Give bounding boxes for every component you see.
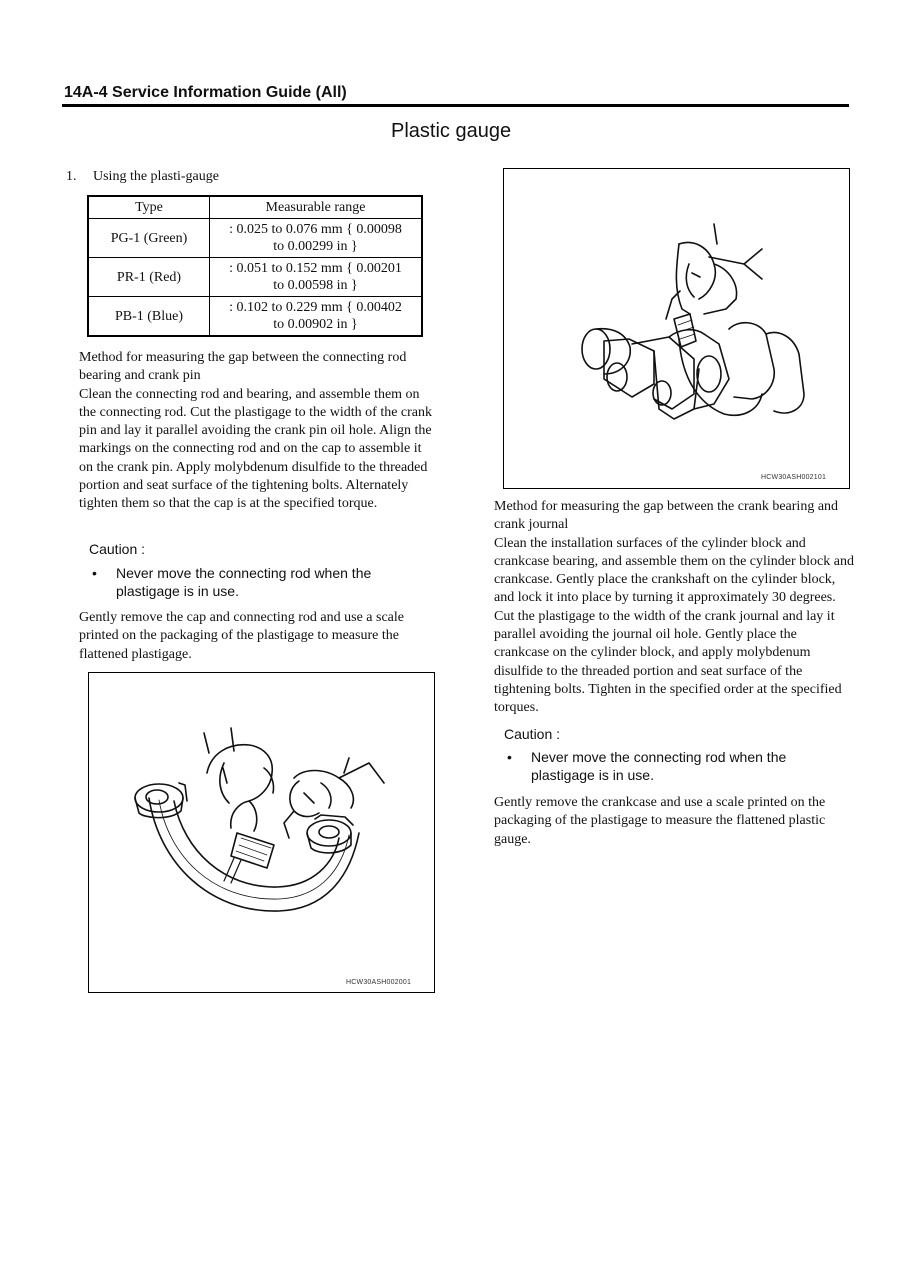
table-header-row [88,196,422,219]
connecting-rod-illustration [89,673,434,992]
header-rule [62,104,849,107]
table-row [88,297,422,337]
crank-after-paragraph: Gently remove the crankcase and use a scale printed on the packaging of the plastigage to measure the flattened plastic gauge. [494,795,826,847]
figure-crankshaft [503,168,850,489]
column-header-range: Measurable range [210,196,423,219]
range-line: to 0.00598 in } [273,278,358,293]
caution-item-right [507,748,831,784]
caution-text: Never move the connecting rod when the plastigage is in use. [116,565,372,599]
step-number: 1. [66,169,77,184]
table-cell-range [210,258,423,297]
plastigauge-table [87,195,423,337]
bullet: • [507,749,512,765]
caution-text: Never move the connecting rod when the plastigage is in use. [531,749,787,783]
crankshaft-illustration [504,169,849,488]
range-line: : 0.051 to 0.152 mm { 0.00201 [229,261,402,276]
caution-label-left: Caution : [89,541,146,557]
crank-method-paragraph: Method for measuring the gap between the crank bearing and crank journal Clean the installation surfaces of the cylinder block and crankcase bearing, and assemble them on the cylinder block and crankcase. Gently place the crankshaft on the cylinder block, and lock it into place by turning it approximately 30 degrees. Cut the plastigage to the width of the crank journal and lay it parallel avoiding the journal oil hole. Gently place the crankcase on the cylinder block, and apply molybdenum disulfide to the threaded portion and seat surface of the tightening bolts. Tighten in the specified order at the specified torques. [494,499,854,716]
header-title: 14A-4 Service Information Guide (All) [64,84,347,101]
column-header-type: Type [88,196,210,219]
step-text: Using the plasti-gauge [93,169,219,184]
figure-code-right: HCW30ASH002101 [761,474,827,481]
figure-code-left: HCW30ASH002001 [346,979,412,986]
range-line: to 0.00902 in } [273,317,358,332]
conrod-after-paragraph: Gently remove the cap and connecting rod and use a scale printed on the packaging of the plastigage to measure the flattened plastigage. [79,610,404,662]
table-row [88,258,422,297]
range-line: : 0.025 to 0.076 mm { 0.00098 [229,222,402,237]
bullet: • [92,565,97,581]
table-cell-type: PB-1 (Blue) [88,297,210,337]
section-title: Plastic gauge [391,120,512,142]
table-cell-range [210,219,423,258]
step-1 [66,169,219,185]
caution-label-right: Caution : [504,726,561,742]
conrod-method-paragraph: Method for measuring the gap between the connecting rod bearing and crank pin Clean the connecting rod and bearing, and assemble them on the connecting rod. Cut the plastigage to the width of the crank pin and lay it parallel avoiding the crank pin oil hole. Align the markings on the connecting rod and on the cap to assemble it on the crank pin. Apply molybdenum disulfide to the threaded portion and seat surface of the tightening bolts. Alternately tighten them so that the cap is at the specified torque. [79,350,433,512]
table-cell-type: PR-1 (Red) [88,258,210,297]
table-cell-range [210,297,423,337]
table-row [88,219,422,258]
range-line: to 0.00299 in } [273,239,358,254]
table-cell-type: PG-1 (Green) [88,219,210,258]
range-line: : 0.102 to 0.229 mm { 0.00402 [229,300,402,315]
caution-item-left [92,564,416,600]
figure-connecting-rod [88,672,435,993]
